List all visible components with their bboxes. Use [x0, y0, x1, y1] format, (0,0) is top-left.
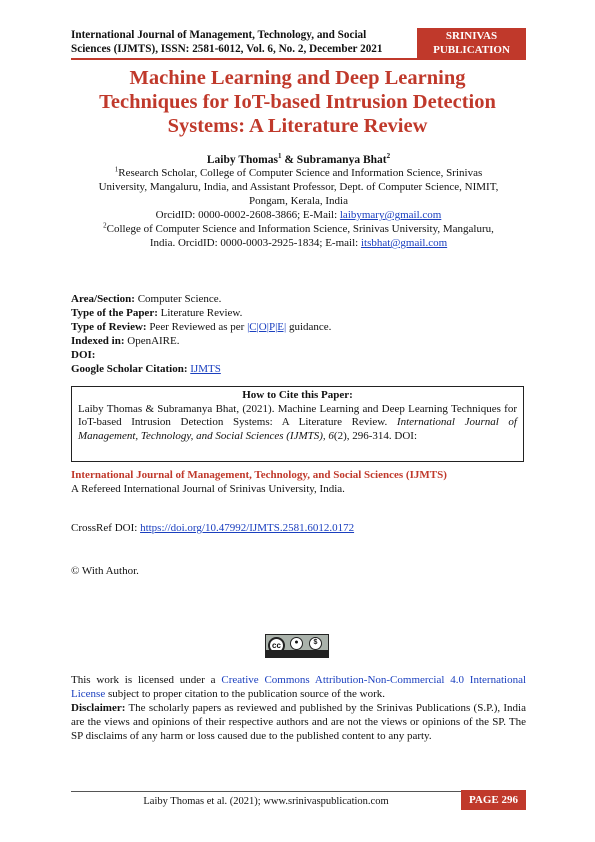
- meta-area: [71, 292, 526, 306]
- affiliation-1-line3: Pongam, Kerala, India: [249, 195, 348, 207]
- meta-gsc: [71, 362, 526, 376]
- meta-value: Computer Science.: [134, 293, 222, 305]
- affiliations: [71, 166, 526, 250]
- cc-label-bar: [266, 650, 328, 657]
- footer-text: Laiby Thomas et al. (2021); www.srinivaspublication.com: [143, 796, 389, 807]
- affil-sup: 2: [103, 221, 107, 230]
- citation-heading: How to Cite this Paper:: [242, 389, 353, 401]
- title-line: Systems: A Literature Review: [167, 115, 428, 137]
- meta-value: OpenAIRE.: [124, 335, 180, 347]
- citation-body: [78, 403, 517, 444]
- cope-link[interactable]: |C|O|P|E|: [247, 321, 287, 333]
- journal-header-line2: Sciences (IJMTS), ISSN: 2581-6012, Vol. 6, No. 2, December 2021: [71, 43, 383, 55]
- doi-label: CrossRef DOI:: [71, 522, 141, 534]
- affiliation-1-line2: University, Mangaluru, India, and Assistant Professor, Dept. of Computer Science, NIMIT,: [98, 181, 499, 193]
- title-line: Machine Learning and Deep Learning: [129, 67, 466, 89]
- meta-label: Indexed in:: [71, 335, 125, 347]
- citation-text: (2), 296-314. DOI:: [333, 429, 418, 442]
- cc-icon: cc: [268, 637, 285, 654]
- license-text: [71, 673, 526, 743]
- meta-doi: [71, 348, 526, 362]
- citation-text: Laiby Thomas & Subramanya Bhat, (2021). Machine Learning and Deep Learning Techniques for IoT-based Intrusion Detection Systems: A Literature Review.: [78, 402, 517, 428]
- doi-link[interactable]: https://doi.org/10.47992/IJMTS.2581.6012.0172: [140, 522, 355, 534]
- cc-by-nc-icon[interactable]: [265, 634, 329, 658]
- email-link[interactable]: laibymary@gmail.com: [339, 209, 442, 221]
- copyright-note: © With Author.: [71, 565, 139, 577]
- meta-label: Google Scholar Citation:: [71, 363, 188, 375]
- email-link[interactable]: itsbhat@gmail.com: [360, 237, 448, 249]
- title-line: Techniques for IoT-based Intrusion Detection: [99, 91, 496, 113]
- license-tail: subject to proper citation to the publication source of the work.: [105, 688, 386, 700]
- affil-text: College of Computer Science and Information Science, Srinivas University, Mangaluru,: [106, 223, 494, 235]
- affiliation-1-line1: [71, 166, 526, 180]
- author-separator: &: [281, 154, 297, 166]
- meta-indexed: [71, 334, 526, 348]
- running-header: [71, 28, 526, 58]
- meta-label: DOI:: [71, 349, 96, 361]
- meta-value: guidance.: [286, 321, 332, 333]
- meta-label: Type of the Paper:: [71, 307, 158, 319]
- header-rule: [71, 58, 526, 60]
- paper-title: [60, 66, 535, 138]
- orcid-text: OrcidID: 0000-0002-2608-3866; E-Mail:: [155, 209, 340, 221]
- citation-journal: International Journal of Management, Technology, and Social Sciences (IJMTS), 6: [78, 416, 517, 442]
- meta-review: [71, 320, 526, 334]
- affiliation-2-orcid: [71, 236, 526, 250]
- journal-name: International Journal of Management, Technology, and Social Sciences (IJMTS): [71, 469, 447, 481]
- publisher-badge: [417, 28, 526, 58]
- paper-metadata: [71, 292, 526, 376]
- nc-icon: $: [309, 637, 322, 650]
- meta-label: Area/Section:: [71, 293, 135, 305]
- meta-type: [71, 306, 526, 320]
- disclaimer-text: The scholarly papers as reviewed and published by the Srinivas Publications (S.P.), India are the views and opinions of their respective authors and are not the views or opinions of the SP. The SP disclaims of any harm or loss caused due to the published content to any party.: [71, 702, 526, 742]
- author-sup: 2: [386, 152, 391, 161]
- page-number: PAGE 296: [461, 790, 526, 810]
- meta-value: Peer Reviewed as per: [146, 321, 248, 333]
- journal-info: [71, 468, 526, 496]
- affiliation-2-line1: [71, 222, 526, 236]
- meta-value: Literature Review.: [157, 307, 243, 319]
- citation-box: [71, 386, 524, 462]
- author-name: Laiby Thomas: [206, 154, 278, 166]
- by-icon: ●: [290, 637, 303, 650]
- gsc-link[interactable]: IJMTS: [190, 363, 221, 375]
- author-name: Subramanya Bhat: [296, 154, 387, 166]
- journal-header: [71, 28, 416, 56]
- affiliation-1-orcid: [71, 208, 526, 222]
- journal-desc: A Refereed International Journal of Srinivas University, India.: [71, 483, 345, 495]
- disclaimer-label: Disclaimer:: [71, 702, 126, 714]
- journal-header-line1: International Journal of Management, Technology, and Social: [71, 29, 367, 41]
- crossref-doi: [71, 521, 526, 535]
- license-link[interactable]: Creative Commons Attribution-Non-Commercial 4.0 International License: [71, 674, 527, 700]
- publisher-line1: SRINIVAS: [445, 30, 498, 42]
- footer-rule: [71, 791, 461, 792]
- orcid-text: India. OrcidID: 0000-0003-2925-1834; E-mail:: [149, 237, 361, 249]
- affil-text: Research Scholar, College of Computer Science and Information Science, Srinivas: [118, 167, 483, 179]
- license-intro: This work is licensed under a: [71, 674, 222, 686]
- publisher-line2: PUBLICATION: [433, 44, 510, 56]
- affil-sup: 1: [114, 165, 119, 174]
- meta-label: Type of Review:: [71, 321, 147, 333]
- author-sup: 1: [277, 152, 282, 161]
